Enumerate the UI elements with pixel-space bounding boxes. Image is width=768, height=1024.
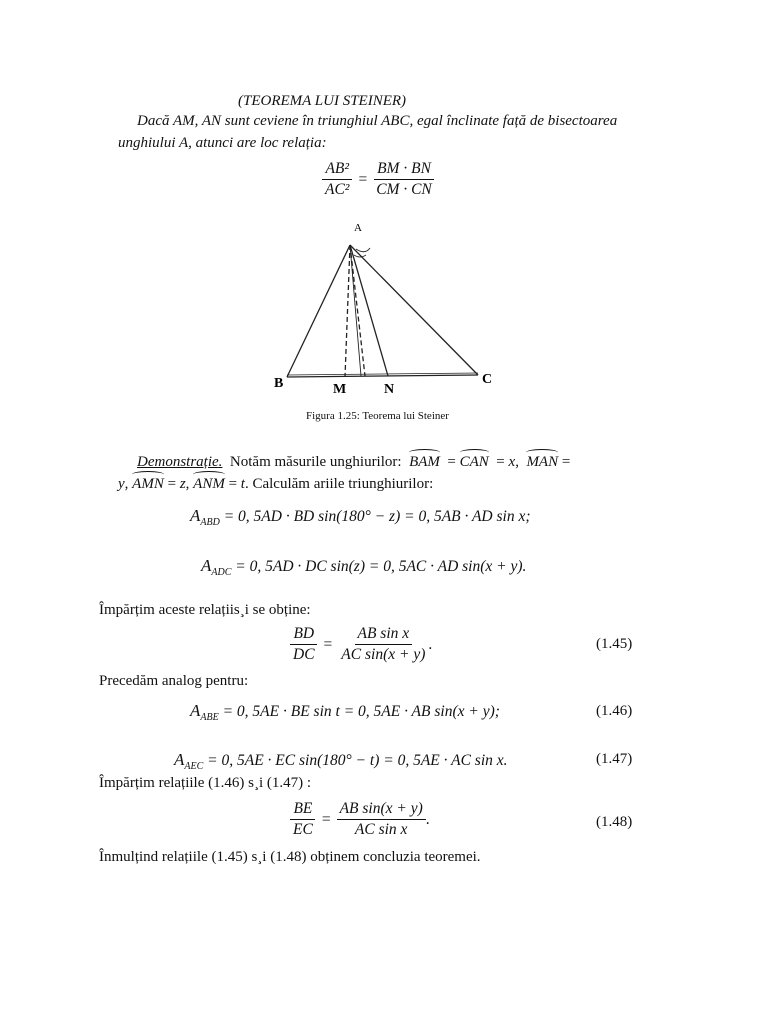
side-AB	[287, 245, 350, 377]
angle-BAM: BAM	[409, 454, 440, 470]
angle-CAN: CAN	[459, 454, 489, 470]
equation-area-ABD: $A_{ABD} = 0$, 5AD · BD sin(180° − z) = 0, 5AB · AD sin x;	[190, 506, 531, 529]
eq148-den-right: AC sin x	[354, 821, 408, 838]
eq148-num-left: BE	[290, 800, 315, 820]
equation-area-ABD-rhs: = 0, 5AD · BD sin(180° − z) = 0, 5AB · AD sin x;	[223, 508, 531, 525]
eq147-rhs: = 0, 5AE · EC sin(180° − t) = 0, 5AE · AC sin x.	[207, 752, 508, 769]
eq145-num-right: AB sin x	[355, 625, 413, 645]
proof-line2: y, AMN = z, ANM = t. Calculăm ariile triunghiurilor:	[118, 476, 434, 492]
formula-rhs	[373, 160, 435, 199]
eq148-den-left: EC	[293, 821, 313, 838]
eq-number-1-45: (1.45)	[596, 636, 633, 652]
main-formula: $\frac{\text{AB²}}{\text{AC²}}$ = $\frac{BM \cdot BN}{CM \cdot CN}$	[322, 160, 435, 199]
equation-1-45: $\frac{BD}{DC}$ = $\frac{\text{AB sin x}}{\text{AC sin(x + y)}}$ .	[290, 625, 432, 664]
eq148-num-right: AB sin(x + y)	[337, 800, 426, 820]
eq-number-1-48: (1.48)	[596, 814, 633, 830]
rhs-numerator: BM · BN	[374, 160, 434, 180]
steiner-figure	[262, 215, 502, 405]
eq146-rhs: = 0, 5AE · BE sin t = 0, 5AE · AB sin(x + y);	[222, 703, 500, 720]
proof-line1-text: Notăm măsurile unghiurilor:	[229, 454, 402, 470]
equation-area-ADC-rhs: = 0, 5AD · DC sin(z) = 0, 5AC · AD sin(x + y).	[235, 558, 527, 575]
theorem-title: (TEOREMA LUI STEINER)	[238, 93, 407, 109]
angle-arc-A	[356, 248, 370, 252]
var-t: t	[240, 476, 245, 492]
var-x: x	[508, 454, 516, 470]
label-M: M	[333, 382, 347, 397]
divide2-text: Împărțim relațiile (1.46) s¸i (1.47) :	[99, 775, 312, 791]
figure-caption: Figura 1.25: Teorema lui Steiner	[306, 410, 449, 422]
angle-MAN: MAN	[526, 454, 559, 470]
proof-line1: Demonstrație. Notăm măsurile unghiurilor: BAM = CAN = x, MAN =	[137, 454, 571, 470]
divide-text: Împărțim aceste relațiis¸i se obține:	[99, 602, 311, 618]
cevian-AM-dashed	[345, 245, 350, 377]
proof-label: Demonstrație.	[137, 454, 223, 470]
conclusion-text: Înmulțind relațiile (1.45) s¸i (1.48) obținem concluzia teoremei.	[99, 849, 481, 865]
eq145-den-right: AC sin(x + y)	[341, 646, 426, 663]
angle-AMN: AMN	[132, 476, 164, 492]
equation-1-46: $A_{ABE} = 0$, 5AE · BE sin t = 0, 5AE · AB sin(x + y);	[190, 701, 500, 724]
equation-1-47: $A_{AEC} = 0$, 5AE · EC sin(180° − t) = 0, 5AE · AC sin x.	[174, 750, 508, 773]
cevian-dashed-2	[350, 245, 365, 376]
proof-line2-suffix: Calculăm ariile triunghiurilor:	[252, 476, 434, 492]
label-C: C	[482, 372, 493, 387]
rhs-denominator: CM · CN	[376, 181, 432, 198]
side-BC	[287, 375, 478, 377]
theorem-statement-line1: Dacă AM, AN sunt ceviene în triunghiul ABC, egal înclinate față de bisectoarea	[137, 113, 618, 129]
equation-1-48: $\frac{BE}{EC}$ = $\frac{\text{AB sin(x + y)}}{\text{AC sin x}}$ .	[290, 800, 430, 839]
var-z: z	[179, 476, 186, 492]
eq145-num-left: BD	[290, 625, 317, 645]
eq-number-1-46: (1.46)	[596, 703, 633, 719]
eq145-den-left: DC	[293, 646, 315, 663]
var-y: y	[118, 476, 125, 492]
label-N: N	[384, 382, 395, 397]
theorem-statement-line2: unghiului A, atunci are loc relația:	[118, 135, 327, 151]
analog-text: Precedăm analog pentru:	[99, 673, 249, 689]
lhs-denominator: AC²	[325, 181, 350, 198]
angle-ANM: ANM	[193, 476, 225, 492]
eq-number-1-47: (1.47)	[596, 751, 633, 767]
equation-area-ADC: $A_{ADC} = 0$, 5AD · DC sin(z) = 0, 5AC · AD sin(x + y).	[201, 556, 527, 579]
label-B: B	[274, 376, 284, 391]
formula-lhs	[322, 160, 352, 199]
lhs-numerator: AB²	[322, 160, 352, 180]
label-A: A	[354, 222, 362, 234]
